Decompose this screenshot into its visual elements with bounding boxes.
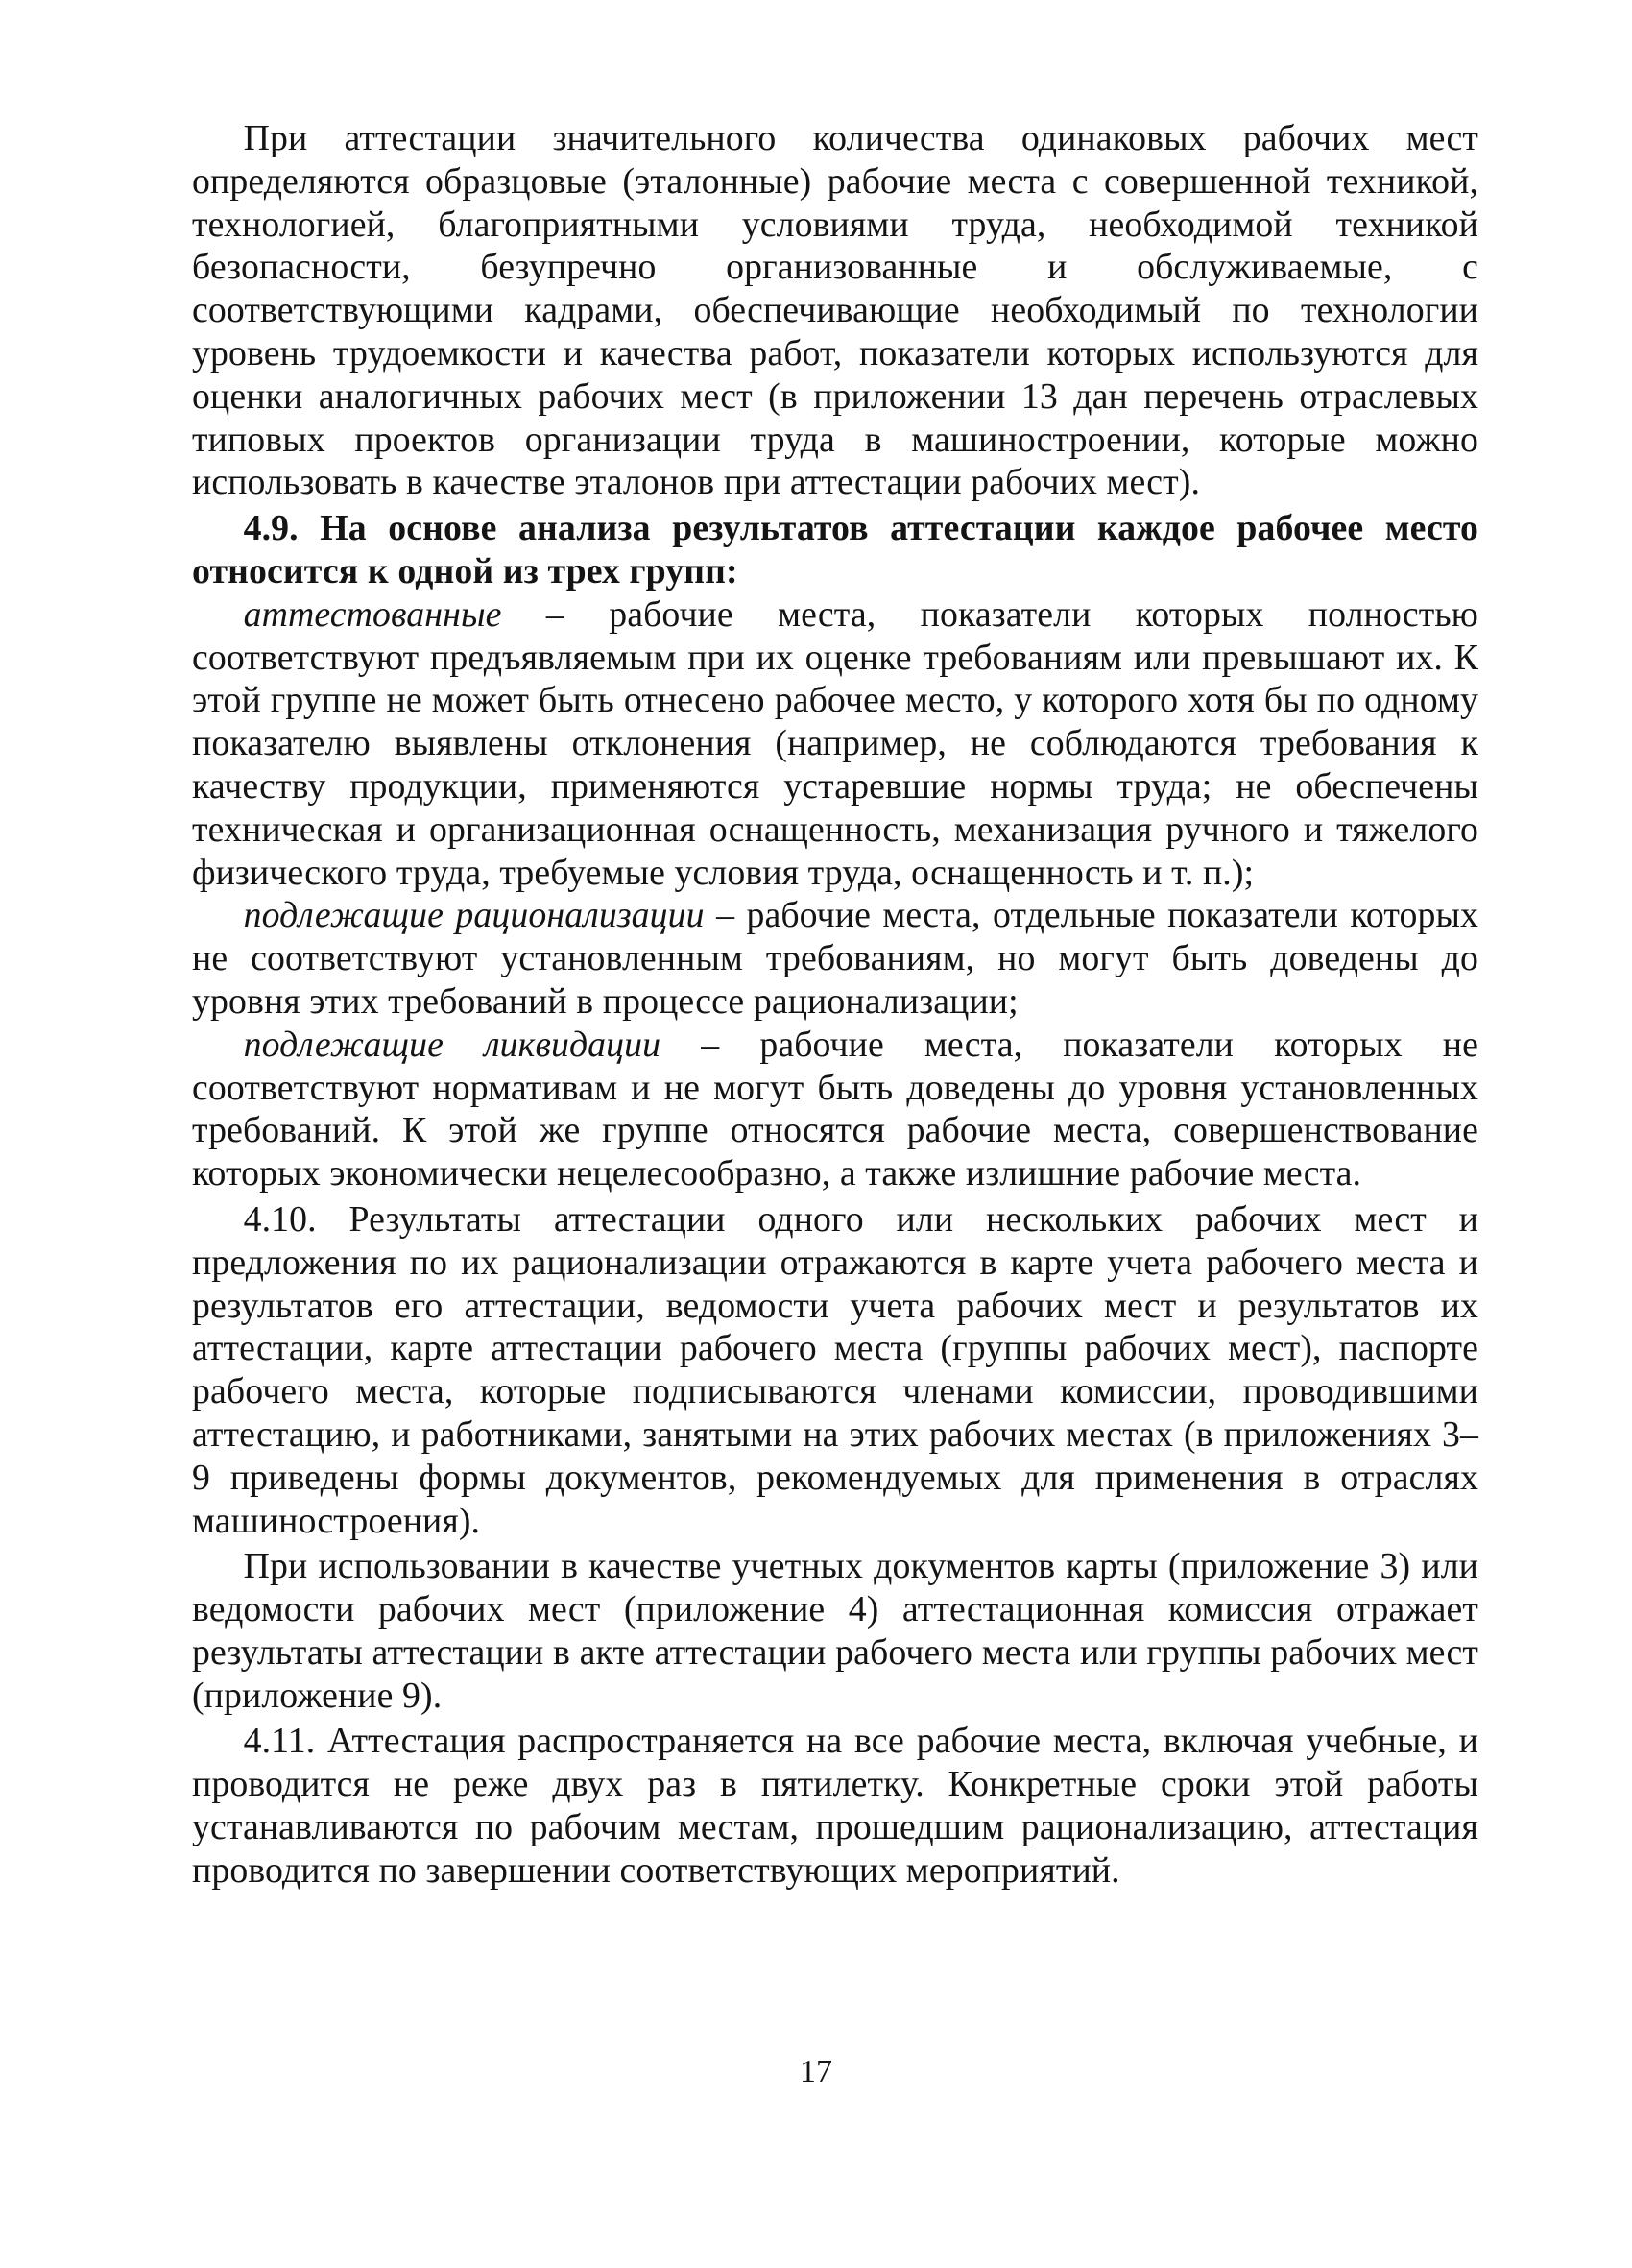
term-to-rationalize: подлежащие рационализации [243, 895, 705, 936]
paragraph-documents-usage: При использовании в качестве учетных документов карты (приложение 3) или ведомости рабочих мест (приложение 4) аттестационная комиссия отражает результаты аттестации в акте аттестации рабочего места или группы рабочих мест (приложение 9). [192, 1546, 1478, 1716]
paragraph-reference-workplaces: При аттестации значительного количества одинаковых рабочих мест определяются образцовые (эталонные) рабочие места с совершенной техникой, технологией, благоприятными условиями труда, необходимой техникой безопасности, безупречно организованные и обслуживаемые, с соответствующими кадрами, обеспечивающие необходимый по технологии уровень трудоемкости и качества работ, показатели которых используются для оценки аналогичных рабочих мест (в приложении 13 дан перечень отраслевых типовых проектов организации труда в машиностроении, которые можно использовать в качестве эталонов при аттестации рабочих мест). [192, 118, 1478, 503]
paragraph-4-11: 4.11. Аттестация распространяется на все рабочие места, включая учебные, и проводится не реже двух раз в пятилетку. Конкретные сроки этой работы устанавливаются по рабочим местам, прошедшим рационализацию, аттестация проводится по завершении соответствующих мероприятий. [192, 1721, 1478, 1891]
definition-to-liquidate: – рабочие места, показатели которых не соответствуют нормативам и не могут быть доведены до уровня установленных требований. К этой же группе относятся рабочие места, совершенствование которых экономически нецелесообразно, а также излишние рабочие места. [192, 1024, 1478, 1194]
paragraph-certified [192, 593, 1478, 895]
paragraph-4-10: 4.10. Результаты аттестации одного или нескольких рабочих мест и предложения по их рационализации отражаются в карте учета рабочего места и результатов его аттестации, ведомости учета рабочих мест и результатов их аттестации, карте аттестации рабочего места (группы рабочих мест), паспорте рабочего места, которые подписываются членами комиссии, проводившими аттестацию, и работниками, занятыми на этих рабочих местах (в приложениях 3–9 приведены формы документов, рекомендуемых для применения в отраслях машиностроения). [192, 1198, 1478, 1541]
paragraph-to-liquidate [192, 1024, 1478, 1195]
section-4-9-bold-text: 4.9. На основе анализа результатов аттестации каждое рабочее место относится к одной из трех групп: [192, 508, 1478, 591]
paragraph-4-9-heading [192, 507, 1478, 593]
definition-certified: – рабочие места, показатели которых полностью соответствуют предъявляемым при их оценке требованиям или превышают их. К этой группе не может быть отнесено рабочее место, у которого хотя бы по одному показателю выявлены отклонения (например, не соблюдаются требования к качеству продукции, применяются устаревшие нормы труда; не обеспечены техническая и организационная оснащенность, механизация ручного и тяжелого физического труда, требуемые условия труда, оснащенность и т. п.); [192, 593, 1478, 893]
definition-to-rationalize: – рабочие места, отдельные показатели которых не соответствуют установленным требованиям, но могут быть доведены до уровня этих требований в процессе рационализации; [192, 895, 1479, 1022]
page-number: 17 [800, 2054, 832, 2089]
page-body [192, 117, 1478, 1893]
paragraph-to-rationalize [192, 894, 1478, 1023]
term-certified: аттестованные [243, 593, 502, 635]
term-to-liquidate: подлежащие ликвидации [243, 1024, 661, 1065]
